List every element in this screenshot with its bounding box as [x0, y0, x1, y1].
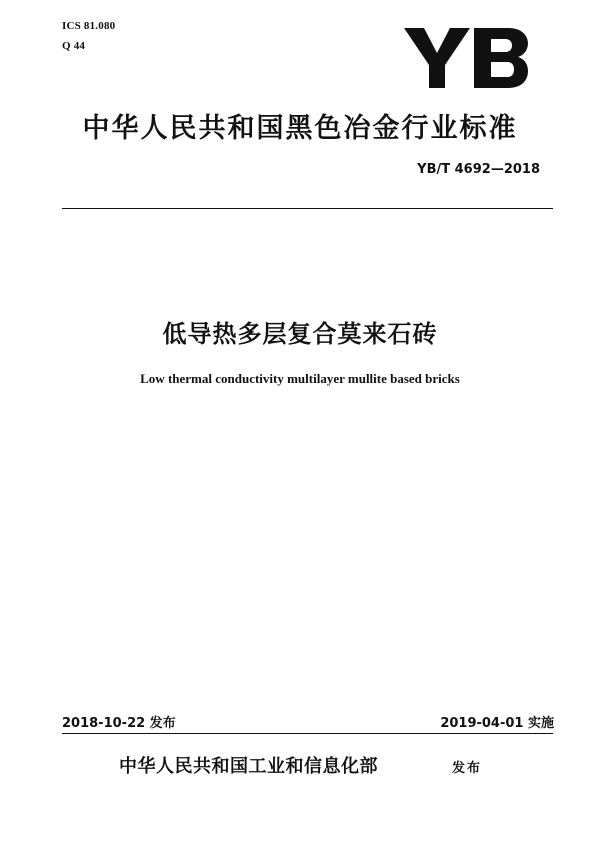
- standard-number: YB/T 4692—2018: [417, 162, 540, 177]
- top-divider: [62, 208, 553, 209]
- publisher-suffix: 发布: [452, 761, 483, 776]
- yb-logo: [404, 28, 528, 88]
- ics-code: ICS 81.080: [62, 20, 116, 32]
- implementation-date: 2019-04-01 实施: [440, 716, 554, 731]
- issuer-title: 中华人民共和国黑色冶金行业标准: [82, 113, 518, 144]
- ccs-code: Q 44: [62, 40, 86, 52]
- english-title: Low thermal conductivity multilayer mullite based bricks: [140, 371, 460, 386]
- publisher-name: 中华人民共和国工业和信息化部: [119, 756, 378, 777]
- issue-date: 2018-10-22 发布: [62, 716, 176, 731]
- bottom-divider: [62, 733, 553, 734]
- chinese-title: 低导热多层复合莫来石砖: [162, 320, 438, 348]
